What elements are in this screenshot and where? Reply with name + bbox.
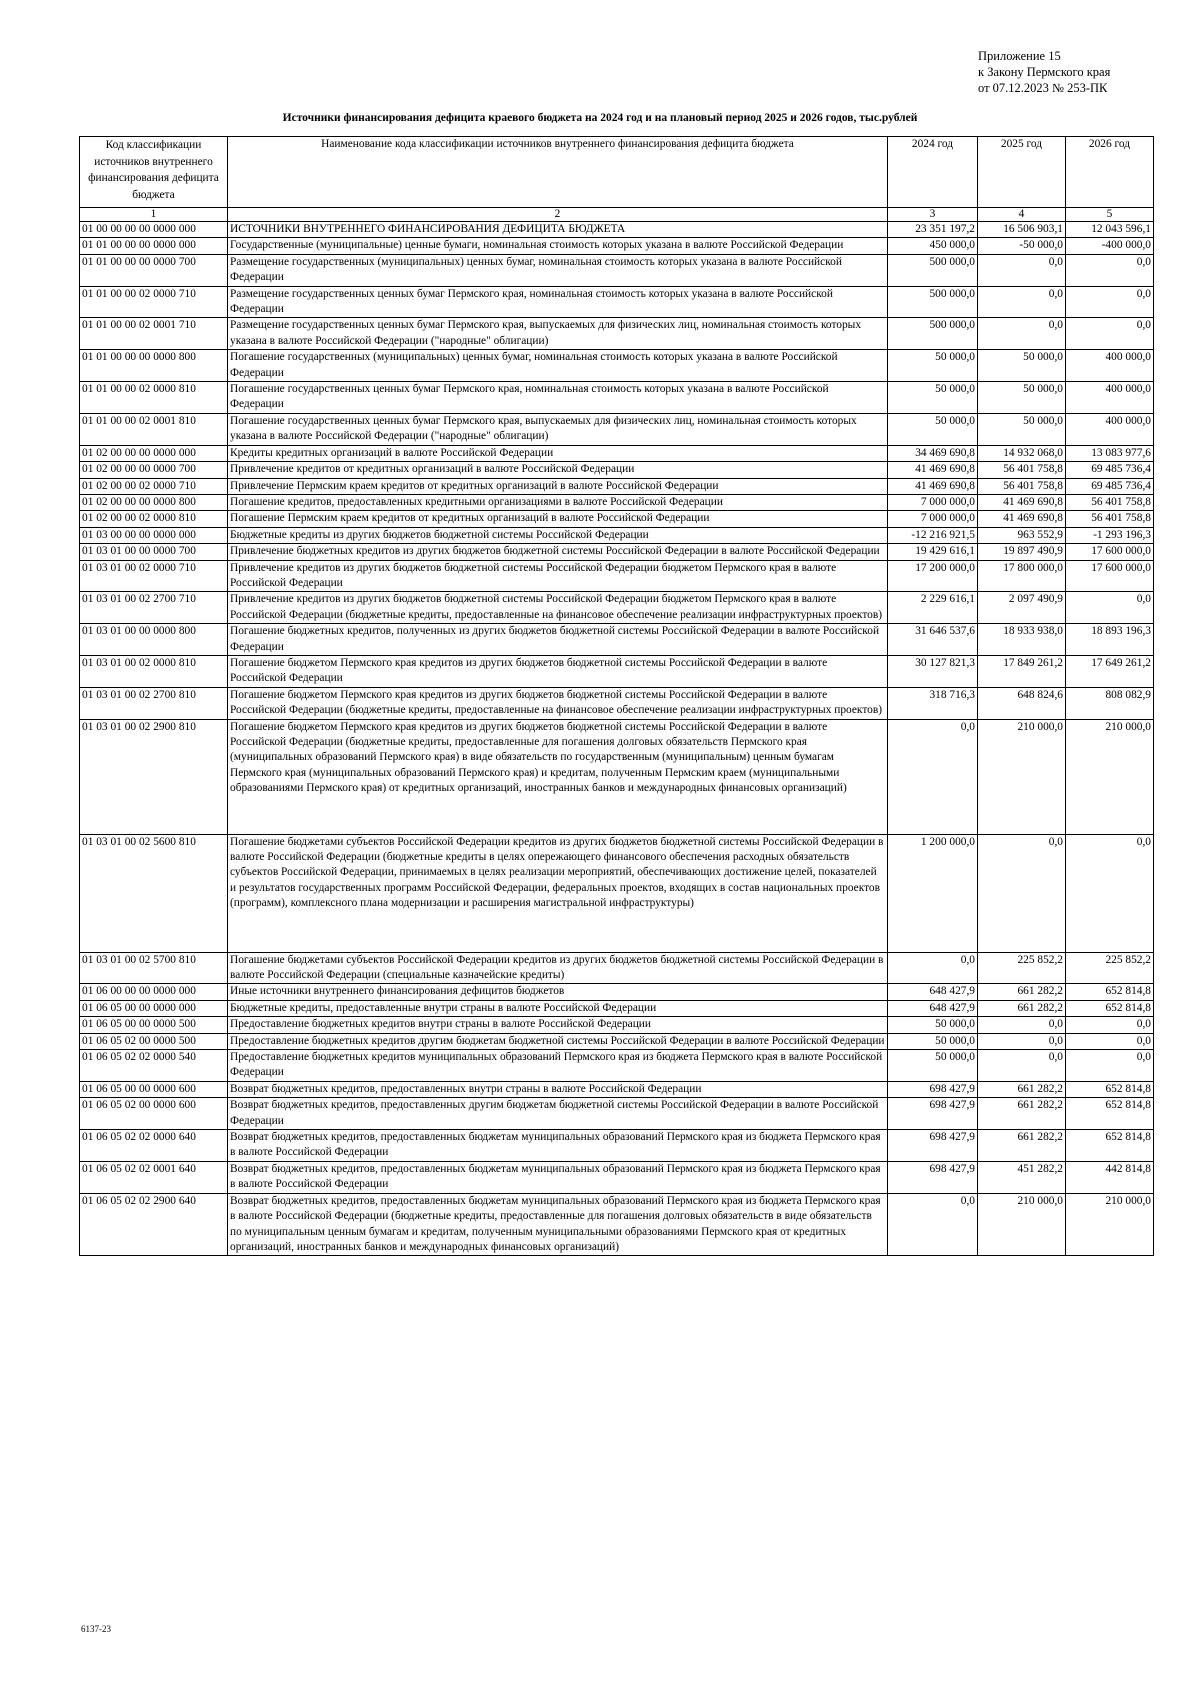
row-code: 01 03 01 00 02 0000 810 bbox=[80, 655, 228, 687]
row-name: Погашение бюджетами субъектов Российской Федерации кредитов из других бюджетов бюджетной системы Российской Федерации в валюте Российской Федерации (бюджетные кредиты в целях опережающего финансового обеспечения расходных обязательств субъектов Российской Федерации, принимаемых в целях реализации мероприятий, обеспечивающих достижение целей, показателей и результатов государственных программ Российской Федерации, федеральных проектов, входящих в состав национальных проектов (программ), комплексного плана модернизации и расширения магистральной инфраструктуры) bbox=[228, 834, 888, 952]
row-value-2025: 210 000,0 bbox=[978, 719, 1066, 834]
row-value-2026: 56 401 758,8 bbox=[1066, 511, 1154, 527]
row-value-2025: 0,0 bbox=[978, 318, 1066, 350]
row-value-2024: 1 200 000,0 bbox=[888, 834, 978, 952]
row-value-2025: 17 800 000,0 bbox=[978, 560, 1066, 592]
row-value-2025: 451 282,2 bbox=[978, 1161, 1066, 1193]
table-row bbox=[80, 350, 1154, 382]
row-value-2024: 50 000,0 bbox=[888, 1033, 978, 1049]
row-code: 01 03 01 00 02 0000 710 bbox=[80, 560, 228, 592]
column-number: 2 bbox=[228, 208, 888, 222]
row-value-2024: 450 000,0 bbox=[888, 238, 978, 254]
row-code: 01 02 00 00 00 0000 800 bbox=[80, 494, 228, 510]
row-value-2026: 17 600 000,0 bbox=[1066, 560, 1154, 592]
row-name: Погашение бюджетных кредитов, полученных из других бюджетов бюджетной системы Российской Федерации в валюте Российской Федерации bbox=[228, 624, 888, 656]
row-value-2024: 500 000,0 bbox=[888, 254, 978, 286]
row-value-2024: 318 716,3 bbox=[888, 687, 978, 719]
row-value-2026: 225 852,2 bbox=[1066, 952, 1154, 984]
table-row bbox=[80, 318, 1154, 350]
row-value-2024: 50 000,0 bbox=[888, 1017, 978, 1033]
row-code: 01 03 01 00 02 2700 710 bbox=[80, 592, 228, 624]
row-value-2024: 0,0 bbox=[888, 1193, 978, 1256]
row-value-2025: 18 933 938,0 bbox=[978, 624, 1066, 656]
row-value-2026: 0,0 bbox=[1066, 286, 1154, 318]
table-row bbox=[80, 1033, 1154, 1049]
row-code: 01 06 05 02 02 0000 540 bbox=[80, 1050, 228, 1082]
table-row bbox=[80, 286, 1154, 318]
row-value-2026: -1 293 196,3 bbox=[1066, 527, 1154, 543]
row-value-2024: 500 000,0 bbox=[888, 286, 978, 318]
table-row bbox=[80, 719, 1154, 834]
row-code: 01 06 05 02 02 2900 640 bbox=[80, 1193, 228, 1256]
row-value-2024: 41 469 690,8 bbox=[888, 478, 978, 494]
table-row bbox=[80, 494, 1154, 510]
row-value-2025: 41 469 690,8 bbox=[978, 494, 1066, 510]
table-row bbox=[80, 462, 1154, 478]
row-value-2025: 210 000,0 bbox=[978, 1193, 1066, 1256]
row-code: 01 06 05 02 00 0000 600 bbox=[80, 1098, 228, 1130]
row-value-2026: 400 000,0 bbox=[1066, 382, 1154, 414]
row-value-2025: 0,0 bbox=[978, 286, 1066, 318]
row-code: 01 03 01 00 02 2900 810 bbox=[80, 719, 228, 834]
row-value-2025: 661 282,2 bbox=[978, 1130, 1066, 1162]
table-row bbox=[80, 1098, 1154, 1130]
row-code: 01 03 01 00 00 0000 700 bbox=[80, 544, 228, 560]
row-value-2026: 210 000,0 bbox=[1066, 1193, 1154, 1256]
row-value-2024: 50 000,0 bbox=[888, 382, 978, 414]
header-name: Наименование кода классификации источников внутреннего финансирования дефицита бюджета bbox=[228, 137, 888, 208]
table-row bbox=[80, 687, 1154, 719]
row-code: 01 02 00 00 00 0000 700 bbox=[80, 462, 228, 478]
row-value-2025: 50 000,0 bbox=[978, 350, 1066, 382]
row-name: Возврат бюджетных кредитов, предоставленных бюджетам муниципальных образований Пермского края из бюджета Пермского края в валюте Российской Федерации bbox=[228, 1161, 888, 1193]
row-name: Погашение бюджетом Пермского края кредитов из других бюджетов бюджетной системы Российской Федерации в валюте Российской Федерации bbox=[228, 655, 888, 687]
row-code: 01 02 00 00 02 0000 710 bbox=[80, 478, 228, 494]
row-name: Привлечение кредитов от кредитных организаций в валюте Российской Федерации bbox=[228, 462, 888, 478]
row-value-2026: 18 893 196,3 bbox=[1066, 624, 1154, 656]
table-row bbox=[80, 1193, 1154, 1256]
row-value-2024: 698 427,9 bbox=[888, 1081, 978, 1097]
row-code: 01 06 05 02 00 0000 500 bbox=[80, 1033, 228, 1049]
table-row bbox=[80, 222, 1154, 238]
row-name: Привлечение кредитов из других бюджетов бюджетной системы Российской Федерации бюджетом Пермского края в валюте Российской Федерации (бюджетные кредиты, предоставленные на финансовое обеспечение реализации инфраструктурных проектов) bbox=[228, 592, 888, 624]
row-value-2024: 50 000,0 bbox=[888, 413, 978, 445]
row-value-2025: 56 401 758,8 bbox=[978, 462, 1066, 478]
row-value-2025: 0,0 bbox=[978, 834, 1066, 952]
row-value-2026: 56 401 758,8 bbox=[1066, 494, 1154, 510]
row-name: Погашение бюджетами субъектов Российской Федерации кредитов из других бюджетов бюджетной системы Российской Федерации в валюте Российской Федерации (специальные казначейские кредиты) bbox=[228, 952, 888, 984]
row-value-2024: 500 000,0 bbox=[888, 318, 978, 350]
table-row bbox=[80, 592, 1154, 624]
row-code: 01 00 00 00 00 0000 000 bbox=[80, 222, 228, 238]
row-code: 01 03 00 00 00 0000 000 bbox=[80, 527, 228, 543]
row-value-2025: 0,0 bbox=[978, 1033, 1066, 1049]
row-value-2026: 0,0 bbox=[1066, 254, 1154, 286]
row-code: 01 01 00 00 02 0000 810 bbox=[80, 382, 228, 414]
table-row bbox=[80, 445, 1154, 461]
row-value-2026: 400 000,0 bbox=[1066, 350, 1154, 382]
table-row bbox=[80, 952, 1154, 984]
row-value-2026: 652 814,8 bbox=[1066, 1081, 1154, 1097]
row-value-2026: 652 814,8 bbox=[1066, 1000, 1154, 1016]
row-code: 01 03 01 00 02 2700 810 bbox=[80, 687, 228, 719]
row-code: 01 01 00 00 00 0000 000 bbox=[80, 238, 228, 254]
row-value-2024: 7 000 000,0 bbox=[888, 494, 978, 510]
row-value-2025: 661 282,2 bbox=[978, 1098, 1066, 1130]
row-value-2026: 400 000,0 bbox=[1066, 413, 1154, 445]
appendix-number: Приложение 15 bbox=[978, 49, 1061, 63]
table-row bbox=[80, 1050, 1154, 1082]
table-row bbox=[80, 655, 1154, 687]
table-row bbox=[80, 238, 1154, 254]
row-value-2024: 50 000,0 bbox=[888, 1050, 978, 1082]
row-name: ИСТОЧНИКИ ВНУТРЕННЕГО ФИНАНСИРОВАНИЯ ДЕФИЦИТА БЮДЖЕТА bbox=[228, 222, 888, 238]
row-code: 01 06 05 00 00 0000 000 bbox=[80, 1000, 228, 1016]
row-value-2026: 808 082,9 bbox=[1066, 687, 1154, 719]
row-name: Размещение государственных ценных бумаг Пермского края, номинальная стоимость которых указана в валюте Российской Федерации bbox=[228, 286, 888, 318]
row-value-2025: 50 000,0 bbox=[978, 382, 1066, 414]
appendix-date: от 07.12.2023 № 253-ПК bbox=[978, 81, 1108, 95]
row-name: Бюджетные кредиты, предоставленные внутри страны в валюте Российской Федерации bbox=[228, 1000, 888, 1016]
row-value-2026: 0,0 bbox=[1066, 834, 1154, 952]
row-value-2024: 30 127 821,3 bbox=[888, 655, 978, 687]
column-number: 1 bbox=[80, 208, 228, 222]
row-name: Возврат бюджетных кредитов, предоставленных бюджетам муниципальных образований Пермского края из бюджета Пермского края в валюте Российской Федерации (бюджетные кредиты, предоставленные для погашения долговых обязательств в виде обязательств по муниципальным ценным бумагам и кредитам, полученным муниципальными образованиями Пермского края от кредитных организаций, иностранных банков и международных финансовых организаций) bbox=[228, 1193, 888, 1256]
row-value-2024: 2 229 616,1 bbox=[888, 592, 978, 624]
table-row bbox=[80, 544, 1154, 560]
row-value-2026: 652 814,8 bbox=[1066, 1130, 1154, 1162]
row-value-2025: 50 000,0 bbox=[978, 413, 1066, 445]
table-row bbox=[80, 834, 1154, 952]
table-row bbox=[80, 478, 1154, 494]
row-name: Погашение государственных ценных бумаг Пермского края, номинальная стоимость которых указана в валюте Российской Федерации bbox=[228, 382, 888, 414]
row-name: Возврат бюджетных кредитов, предоставленных внутри страны в валюте Российской Федерации bbox=[228, 1081, 888, 1097]
row-value-2024: 648 427,9 bbox=[888, 984, 978, 1000]
row-value-2026: 0,0 bbox=[1066, 1033, 1154, 1049]
row-name: Предоставление бюджетных кредитов другим бюджетам бюджетной системы Российской Федерации в валюте Российской Федерации bbox=[228, 1033, 888, 1049]
row-value-2026: 69 485 736,4 bbox=[1066, 478, 1154, 494]
row-code: 01 03 01 00 02 5600 810 bbox=[80, 834, 228, 952]
row-value-2026: 69 485 736,4 bbox=[1066, 462, 1154, 478]
row-code: 01 01 00 00 02 0001 710 bbox=[80, 318, 228, 350]
row-value-2024: 50 000,0 bbox=[888, 350, 978, 382]
row-value-2025: 0,0 bbox=[978, 1017, 1066, 1033]
row-code: 01 01 00 00 02 0000 710 bbox=[80, 286, 228, 318]
row-value-2026: 652 814,8 bbox=[1066, 1098, 1154, 1130]
row-code: 01 02 00 00 02 0000 810 bbox=[80, 511, 228, 527]
row-name: Размещение государственных ценных бумаг Пермского края, выпускаемых для физических лиц, номинальная стоимость которых указана в валюте Российской Федерации ("народные" облигации) bbox=[228, 318, 888, 350]
row-value-2025: 648 824,6 bbox=[978, 687, 1066, 719]
row-value-2025: 16 506 903,1 bbox=[978, 222, 1066, 238]
row-value-2024: 17 200 000,0 bbox=[888, 560, 978, 592]
row-value-2025: 661 282,2 bbox=[978, 984, 1066, 1000]
row-code: 01 06 05 00 00 0000 500 bbox=[80, 1017, 228, 1033]
row-code: 01 06 05 00 00 0000 600 bbox=[80, 1081, 228, 1097]
table-row bbox=[80, 1081, 1154, 1097]
header-2024: 2024 год bbox=[888, 137, 978, 208]
row-value-2026: 0,0 bbox=[1066, 1017, 1154, 1033]
table-row bbox=[80, 1130, 1154, 1162]
table-row bbox=[80, 527, 1154, 543]
row-value-2025: 963 552,9 bbox=[978, 527, 1066, 543]
row-value-2025: 225 852,2 bbox=[978, 952, 1066, 984]
row-value-2024: 7 000 000,0 bbox=[888, 511, 978, 527]
row-value-2024: 23 351 197,2 bbox=[888, 222, 978, 238]
table-row bbox=[80, 1161, 1154, 1193]
row-name: Погашение кредитов, предоставленных кредитными организациями в валюте Российской Федерации bbox=[228, 494, 888, 510]
row-name: Погашение государственных ценных бумаг Пермского края, выпускаемых для физических лиц, номинальная стоимость которых указана в валюте Российской Федерации ("народные" облигации) bbox=[228, 413, 888, 445]
row-value-2026: 17 600 000,0 bbox=[1066, 544, 1154, 560]
row-value-2026: 0,0 bbox=[1066, 318, 1154, 350]
row-value-2026: 12 043 596,1 bbox=[1066, 222, 1154, 238]
row-value-2025: 56 401 758,8 bbox=[978, 478, 1066, 494]
row-value-2025: 0,0 bbox=[978, 1050, 1066, 1082]
row-value-2024: 648 427,9 bbox=[888, 1000, 978, 1016]
row-name: Возврат бюджетных кредитов, предоставленных бюджетам муниципальных образований Пермского края из бюджета Пермского края в валюте Российской Федерации bbox=[228, 1130, 888, 1162]
row-value-2026: 13 083 977,6 bbox=[1066, 445, 1154, 461]
row-code: 01 01 00 00 02 0001 810 bbox=[80, 413, 228, 445]
row-name: Привлечение Пермским краем кредитов от кредитных организаций в валюте Российской Федерации bbox=[228, 478, 888, 494]
column-number-row bbox=[80, 208, 1154, 222]
row-name: Кредиты кредитных организаций в валюте Российской Федерации bbox=[228, 445, 888, 461]
row-value-2025: 0,0 bbox=[978, 254, 1066, 286]
row-value-2025: 41 469 690,8 bbox=[978, 511, 1066, 527]
column-number: 5 bbox=[1066, 208, 1154, 222]
row-name: Погашение бюджетом Пермского края кредитов из других бюджетов бюджетной системы Российской Федерации в валюте Российской Федерации (бюджетные кредиты, предоставленные для погашения долговых обязательств Пермского края (муниципальных образований Пермского края) в виде обязательств по государственным (муниципальным) ценным бумагам Пермского края (муниципальных образований Пермского края) и кредитам, полученным Пермским краем (муниципальными образованиями Пермского края) от кредитных организаций, иностранных банков и международных финансовых организаций) bbox=[228, 719, 888, 834]
row-value-2024: 19 429 616,1 bbox=[888, 544, 978, 560]
row-value-2026: -400 000,0 bbox=[1066, 238, 1154, 254]
header-2025: 2025 год bbox=[978, 137, 1066, 208]
row-name: Возврат бюджетных кредитов, предоставленных другим бюджетам бюджетной системы Российской Федерации в валюте Российской Федерации bbox=[228, 1098, 888, 1130]
table-row bbox=[80, 511, 1154, 527]
row-code: 01 02 00 00 00 0000 000 bbox=[80, 445, 228, 461]
row-code: 01 01 00 00 00 0000 800 bbox=[80, 350, 228, 382]
table-body bbox=[80, 222, 1154, 1256]
row-value-2024: 31 646 537,6 bbox=[888, 624, 978, 656]
document-title: Источники финансирования дефицита краевого бюджета на 2024 год и на плановый период 2025 и 2026 годов, тыс.рублей bbox=[282, 112, 918, 124]
table-row bbox=[80, 624, 1154, 656]
row-name: Погашение бюджетом Пермского края кредитов из других бюджетов бюджетной системы Российской Федерации в валюте Российской Федерации (бюджетные кредиты, предоставленные на финансовое обеспечение реализации инфраструктурных проектов) bbox=[228, 687, 888, 719]
row-value-2026: 0,0 bbox=[1066, 592, 1154, 624]
row-code: 01 03 01 00 00 0000 800 bbox=[80, 624, 228, 656]
row-value-2024: 698 427,9 bbox=[888, 1098, 978, 1130]
table-row bbox=[80, 413, 1154, 445]
row-name: Предоставление бюджетных кредитов внутри страны в валюте Российской Федерации bbox=[228, 1017, 888, 1033]
row-name: Погашение Пермским краем кредитов от кредитных организаций в валюте Российской Федерации bbox=[228, 511, 888, 527]
row-value-2025: 19 897 490,9 bbox=[978, 544, 1066, 560]
financing-sources-table bbox=[79, 136, 1154, 1256]
table-row bbox=[80, 1017, 1154, 1033]
appendix-law: к Закону Пермского края bbox=[978, 65, 1111, 79]
row-code: 01 06 05 02 02 0001 640 bbox=[80, 1161, 228, 1193]
table-row bbox=[80, 560, 1154, 592]
row-code: 01 01 00 00 00 0000 700 bbox=[80, 254, 228, 286]
table-row bbox=[80, 382, 1154, 414]
table-row bbox=[80, 254, 1154, 286]
row-value-2025: 14 932 068,0 bbox=[978, 445, 1066, 461]
row-name: Предоставление бюджетных кредитов муниципальных образований Пермского края из бюджета Пермского края в валюте Российской Федерации bbox=[228, 1050, 888, 1082]
header-code: Код классификации источников внутреннего финансирования дефицита бюджета bbox=[80, 137, 228, 208]
row-value-2024: 41 469 690,8 bbox=[888, 462, 978, 478]
row-name: Привлечение бюджетных кредитов из других бюджетов бюджетной системы Российской Федерации в валюте Российской Федерации bbox=[228, 544, 888, 560]
row-value-2024: -12 216 921,5 bbox=[888, 527, 978, 543]
row-value-2026: 442 814,8 bbox=[1066, 1161, 1154, 1193]
row-value-2026: 17 649 261,2 bbox=[1066, 655, 1154, 687]
header-2026: 2026 год bbox=[1066, 137, 1154, 208]
row-code: 01 06 00 00 00 0000 000 bbox=[80, 984, 228, 1000]
row-value-2026: 652 814,8 bbox=[1066, 984, 1154, 1000]
row-value-2024: 0,0 bbox=[888, 952, 978, 984]
row-code: 01 06 05 02 02 0000 640 bbox=[80, 1130, 228, 1162]
row-value-2024: 0,0 bbox=[888, 719, 978, 834]
column-number: 3 bbox=[888, 208, 978, 222]
row-value-2025: 2 097 490,9 bbox=[978, 592, 1066, 624]
row-value-2024: 698 427,9 bbox=[888, 1161, 978, 1193]
row-name: Иные источники внутреннего финансирования дефицитов бюджетов bbox=[228, 984, 888, 1000]
row-name: Государственные (муниципальные) ценные бумаги, номинальная стоимость которых указана в валюте Российской Федерации bbox=[228, 238, 888, 254]
row-value-2025: 17 849 261,2 bbox=[978, 655, 1066, 687]
row-name: Привлечение кредитов из других бюджетов бюджетной системы Российской Федерации бюджетом Пермского края в валюте Российской Федерации bbox=[228, 560, 888, 592]
table-row bbox=[80, 984, 1154, 1000]
document-footer-id: 6137-23 bbox=[81, 1624, 111, 1634]
row-value-2024: 698 427,9 bbox=[888, 1130, 978, 1162]
row-code: 01 03 01 00 02 5700 810 bbox=[80, 952, 228, 984]
row-value-2026: 210 000,0 bbox=[1066, 719, 1154, 834]
row-value-2025: 661 282,2 bbox=[978, 1000, 1066, 1016]
table-header-row bbox=[80, 137, 1154, 208]
row-name: Размещение государственных (муниципальных) ценных бумаг, номинальная стоимость которых указана в валюте Российской Федерации bbox=[228, 254, 888, 286]
row-value-2024: 34 469 690,8 bbox=[888, 445, 978, 461]
row-value-2025: 661 282,2 bbox=[978, 1081, 1066, 1097]
row-value-2025: -50 000,0 bbox=[978, 238, 1066, 254]
column-number: 4 bbox=[978, 208, 1066, 222]
row-value-2026: 0,0 bbox=[1066, 1050, 1154, 1082]
appendix-reference bbox=[978, 48, 1110, 96]
row-name: Погашение государственных (муниципальных) ценных бумаг, номинальная стоимость которых указана в валюте Российской Федерации bbox=[228, 350, 888, 382]
row-name: Бюджетные кредиты из других бюджетов бюджетной системы Российской Федерации bbox=[228, 527, 888, 543]
table-row bbox=[80, 1000, 1154, 1016]
